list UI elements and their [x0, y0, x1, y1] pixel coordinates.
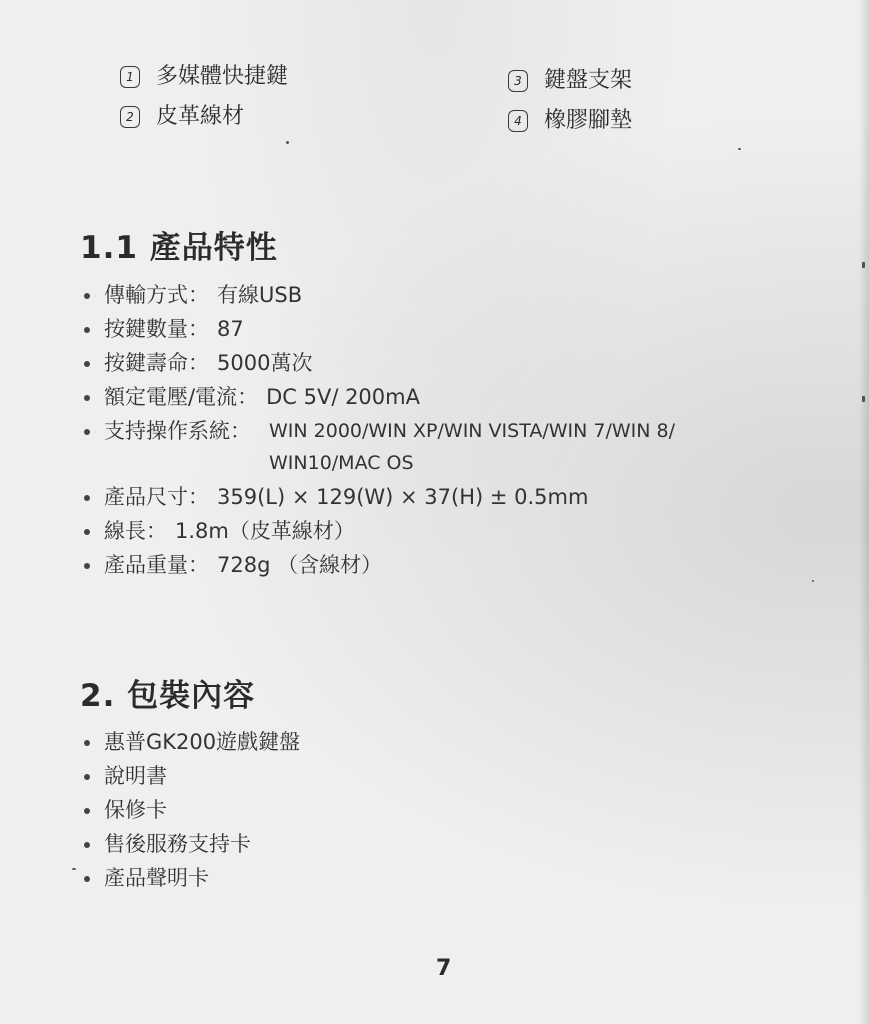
- spec-label: 按鍵數量：: [104, 317, 209, 341]
- number-badge: 1: [120, 66, 140, 88]
- parts-legend-left: [120, 62, 288, 132]
- legend-item: [120, 102, 288, 132]
- bullet-icon: [84, 876, 90, 882]
- spec-value: 87: [217, 317, 244, 341]
- scan-speck: [812, 580, 814, 582]
- legend-label: 橡膠腳墊: [544, 108, 633, 133]
- list-item: [84, 828, 300, 862]
- spec-label: 產品重量：: [104, 553, 209, 577]
- list-item: [84, 381, 675, 415]
- bullet-icon: [84, 495, 90, 501]
- package-item: 售後服務支持卡: [104, 832, 251, 856]
- spec-value: 728g （含線材）: [217, 553, 383, 577]
- package-item: 說明書: [104, 764, 167, 788]
- bullet-icon: [84, 361, 90, 367]
- page-number: 7: [436, 956, 452, 981]
- list-item: [84, 760, 300, 794]
- bullet-icon: [84, 563, 90, 569]
- list-item: [84, 347, 675, 381]
- spec-value: 1.8m（皮革線材）: [175, 519, 355, 543]
- package-item: 惠普GK200遊戲鍵盤: [104, 730, 301, 754]
- spec-value: 5000萬次: [217, 351, 313, 375]
- spec-label: 產品尺寸：: [104, 485, 209, 509]
- spec-value: [269, 415, 675, 479]
- bullet-icon: [84, 293, 90, 299]
- list-item: [84, 279, 675, 313]
- features-list: [84, 279, 675, 583]
- spec-label: 支持操作系統：: [104, 419, 251, 443]
- bullet-icon: [84, 842, 90, 848]
- os-line-2: WIN10/MAC OS: [269, 452, 414, 474]
- list-item: [84, 415, 675, 481]
- bullet-icon: [84, 429, 90, 435]
- spec-label: 線長：: [104, 519, 167, 543]
- list-item: [84, 515, 675, 549]
- spec-label: 按鍵壽命：: [104, 351, 209, 375]
- spec-value: 359(L) × 129(W) × 37(H) ± 0.5mm: [217, 485, 589, 509]
- scan-speck: [286, 141, 289, 144]
- package-item: 產品聲明卡: [104, 866, 209, 890]
- package-heading: 2. 包裝內容: [80, 678, 256, 714]
- legend-label: 皮革線材: [156, 104, 245, 129]
- scan-speck: [72, 868, 76, 870]
- scan-speck: [738, 148, 741, 150]
- spec-label: 傳輸方式：: [104, 283, 209, 307]
- list-item: [84, 481, 675, 515]
- legend-item: [508, 106, 632, 136]
- number-badge: 2: [120, 106, 140, 128]
- legend-item: [508, 66, 632, 96]
- package-item: 保修卡: [104, 798, 167, 822]
- spec-value: DC 5V/ 200mA: [266, 385, 420, 409]
- features-heading: 1.1 產品特性: [80, 230, 278, 266]
- spec-value: 有線USB: [217, 283, 303, 307]
- legend-item: [120, 62, 288, 92]
- bullet-icon: [84, 529, 90, 535]
- legend-label: 鍵盤支架: [544, 68, 633, 93]
- spec-label: 額定電壓/電流：: [104, 385, 259, 409]
- list-item: [84, 313, 675, 347]
- bullet-icon: [84, 740, 90, 746]
- list-item: [84, 726, 300, 760]
- list-item: [84, 862, 300, 896]
- parts-legend-right: [508, 66, 632, 136]
- os-line-1: WIN 2000/WIN XP/WIN VISTA/WIN 7/WIN 8/: [269, 420, 676, 442]
- bullet-icon: [84, 395, 90, 401]
- number-badge: 3: [508, 70, 528, 92]
- bullet-icon: [84, 327, 90, 333]
- bullet-icon: [84, 774, 90, 780]
- list-item: [84, 549, 675, 583]
- scan-speck: [862, 262, 865, 268]
- list-item: [84, 794, 300, 828]
- package-list: [84, 726, 300, 896]
- bullet-icon: [84, 808, 90, 814]
- number-badge: 4: [508, 110, 528, 132]
- scan-speck: [862, 396, 865, 402]
- legend-label: 多媒體快捷鍵: [156, 64, 289, 89]
